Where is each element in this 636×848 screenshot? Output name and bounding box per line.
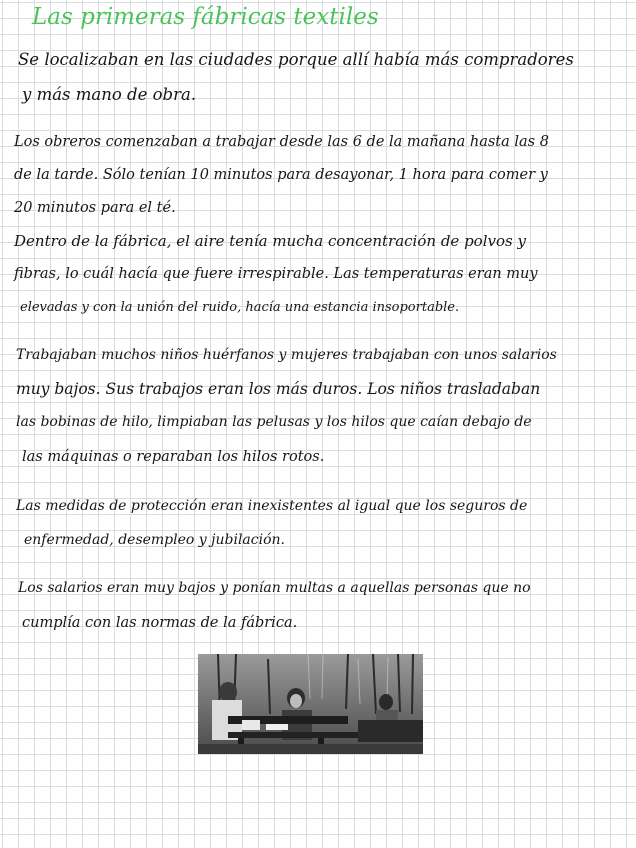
- factory-photo: [198, 654, 423, 754]
- text-line: Los obreros comenzaban a trabajar desde las 6 de la mañana hasta las 8: [14, 134, 549, 150]
- text-line: y más mano de obra.: [22, 85, 197, 104]
- text-line: las bobinas de hilo, limpiaban las pelusas y los hilos que caían debajo de: [16, 414, 532, 430]
- text-line: Dentro de la fábrica, el aire tenía mucha concentración de polvos y: [14, 232, 526, 250]
- text-line: fibras, lo cuál hacía que fuere irrespirable. Las temperaturas eran muy: [14, 266, 538, 282]
- text-line: cumplía con las normas de la fábrica.: [22, 615, 298, 631]
- text-line: Trabajaban muchos niños huérfanos y mujeres trabajaban con unos salarios: [16, 347, 557, 363]
- text-line: las máquinas o reparaban los hilos rotos.: [22, 449, 325, 465]
- text-line: de la tarde. Sólo tenían 10 minutos para desayonar, 1 hora para comer y: [14, 167, 548, 183]
- text-line: muy bajos. Sus trabajos eran los más duros. Los niños trasladaban: [16, 380, 541, 398]
- text-line: enfermedad, desempleo y jubilación.: [24, 532, 285, 548]
- text-line: Los salarios eran muy bajos y ponían multas a aquellas personas que no: [18, 580, 531, 596]
- text-line: elevadas y con la unión del ruido, hacía una estancia insoportable.: [20, 300, 460, 315]
- factory-photo-illustration: [198, 654, 423, 754]
- text-line: Se localizaban en las ciudades porque allí había más compradores: [18, 50, 574, 69]
- text-line: Las medidas de protección eran inexistentes al igual que los seguros de: [16, 498, 528, 514]
- text-line: 20 minutos para el té.: [14, 200, 176, 216]
- page-title: Las primeras fábricas textiles: [32, 4, 379, 30]
